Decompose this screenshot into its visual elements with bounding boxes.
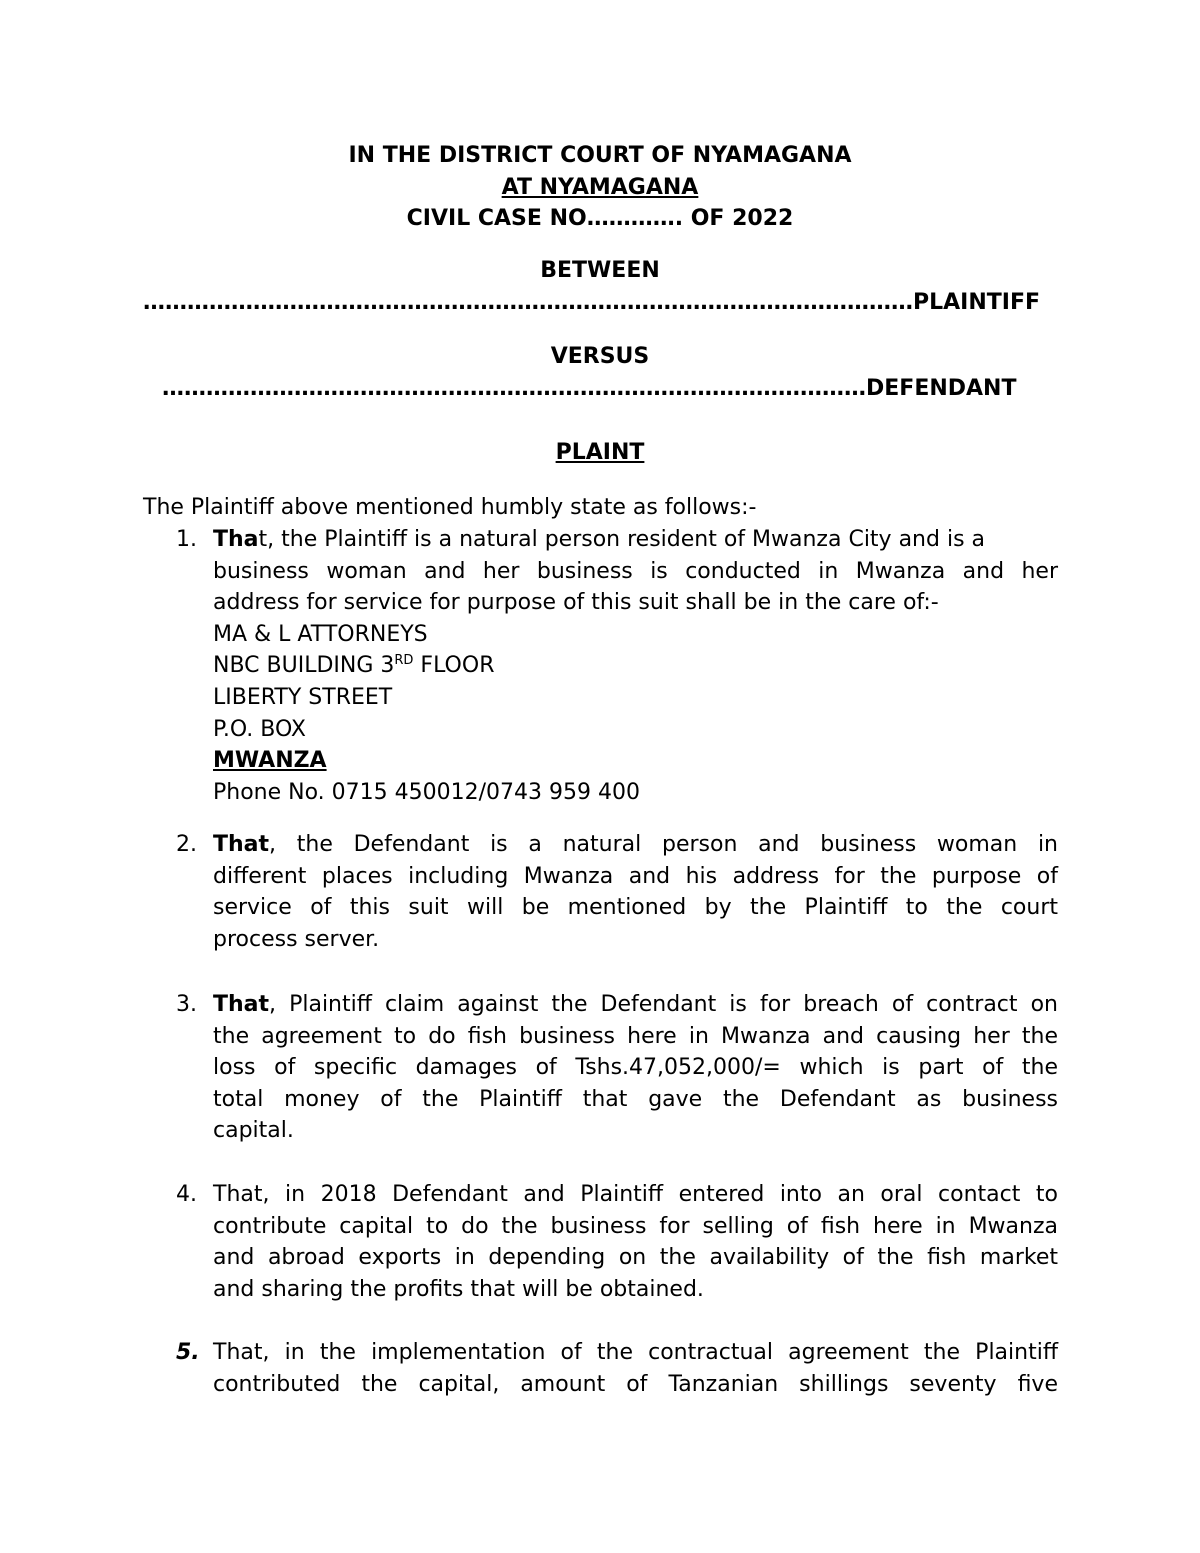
address-line-2: [213, 650, 1058, 682]
court-location-wrap: [0, 173, 1200, 203]
item-3-lead-bold: That: [213, 992, 270, 1017]
item-1-line-1: [213, 524, 1058, 556]
item-4-line-3: and abroad exports in depending on the availability of the fish market: [213, 1245, 1058, 1271]
list-item-1: [143, 524, 1058, 808]
item-2-line-1-text: , the Defendant is a natural person and business woman in: [269, 832, 1058, 857]
item-3-line-3: loss of specific damages of Tshs.47,052,000/= which is part of the: [213, 1055, 1058, 1081]
item-4-line-4: and sharing the profits that will be obtained.: [213, 1276, 704, 1302]
item-2-line-4: process server.: [213, 926, 380, 952]
address-floor: FLOOR: [413, 653, 495, 679]
item-3-line-1: [213, 989, 1058, 1021]
item-number: 2.: [176, 832, 197, 857]
phone-number: Phone No. 0715 450012/0743 959 400: [213, 779, 640, 805]
item-5-line-2: contributed the capital, amount of Tanzanian shillings seventy five: [213, 1371, 1058, 1397]
item-1-lead-rest: t, the Plaintiff is a natural person resident of Mwanza City and is a: [258, 527, 985, 552]
item-3-line-4: total money of the Plaintiff that gave the Defendant as business: [213, 1086, 1058, 1112]
item-1-lead-bold: Tha: [213, 527, 259, 552]
address-city: MWANZA: [213, 748, 327, 774]
item-2-line-1: [213, 829, 1058, 861]
case-number: CIVIL CASE NO…………. OF 2022: [406, 206, 794, 231]
address-line-4: P.O. BOX: [213, 716, 306, 742]
plaint-heading: PLAINT: [555, 440, 645, 465]
item-2-lead-bold: That: [213, 832, 270, 857]
item-number: 4.: [176, 1182, 197, 1207]
court-title: IN THE DISTRICT COURT OF NYAMAGANA: [348, 143, 852, 168]
versus-label: VERSUS: [550, 344, 650, 369]
between-label: BETWEEN: [540, 258, 660, 283]
address-building: NBC BUILDING 3: [213, 653, 395, 679]
item-number: 3.: [176, 992, 197, 1017]
list-item-4: [143, 1179, 1058, 1305]
item-3-line-2: the agreement to do fish business here in Mwanza and causing her the: [213, 1023, 1058, 1049]
item-number: 5.: [176, 1340, 200, 1365]
plaint-heading-wrap: [0, 438, 1200, 468]
item-4-line-1: That, in 2018 Defendant and Plaintiff entered into an oral contact to: [213, 1182, 1058, 1207]
item-3-line-5: capital.: [213, 1118, 294, 1144]
item-2-line-3: service of this suit will be mentioned by the Plaintiff to the court: [213, 895, 1058, 921]
item-2-line-2: different places including Mwanza and his address for the purpose of: [213, 863, 1058, 889]
address-ordinal: RD: [394, 653, 414, 669]
item-1-line-3: address for service for purpose of this suit shall be in the care of:-: [213, 590, 939, 616]
item-4-line-2: contribute capital to do the business for selling of fish here in Mwanza: [213, 1213, 1058, 1239]
plaintiff-line: ……………………………………………………………………………………………PLAINTIFF: [143, 290, 1041, 315]
address-line-3: LIBERTY STREET: [213, 684, 393, 710]
list-item-5: [143, 1337, 1058, 1400]
list-item-2: [143, 829, 1058, 955]
defendant-line: ……………………………………………………………………………………DEFENDANT: [162, 376, 1017, 401]
list-item-3: [143, 989, 1058, 1147]
court-location: AT NYAMAGANA: [501, 175, 699, 200]
intro-text: The Plaintiff above mentioned humbly state as follows:-: [143, 495, 757, 520]
item-1-line-2: business woman and her business is conducted in Mwanza and her: [213, 558, 1058, 584]
item-3-line-1-text: , Plaintiff claim against the Defendant is for breach of contract on: [269, 992, 1058, 1017]
item-5-line-1: That, in the implementation of the contractual agreement the Plaintiff: [213, 1340, 1058, 1365]
address-line-1: MA & L ATTORNEYS: [213, 621, 428, 647]
item-number: 1.: [176, 527, 197, 552]
